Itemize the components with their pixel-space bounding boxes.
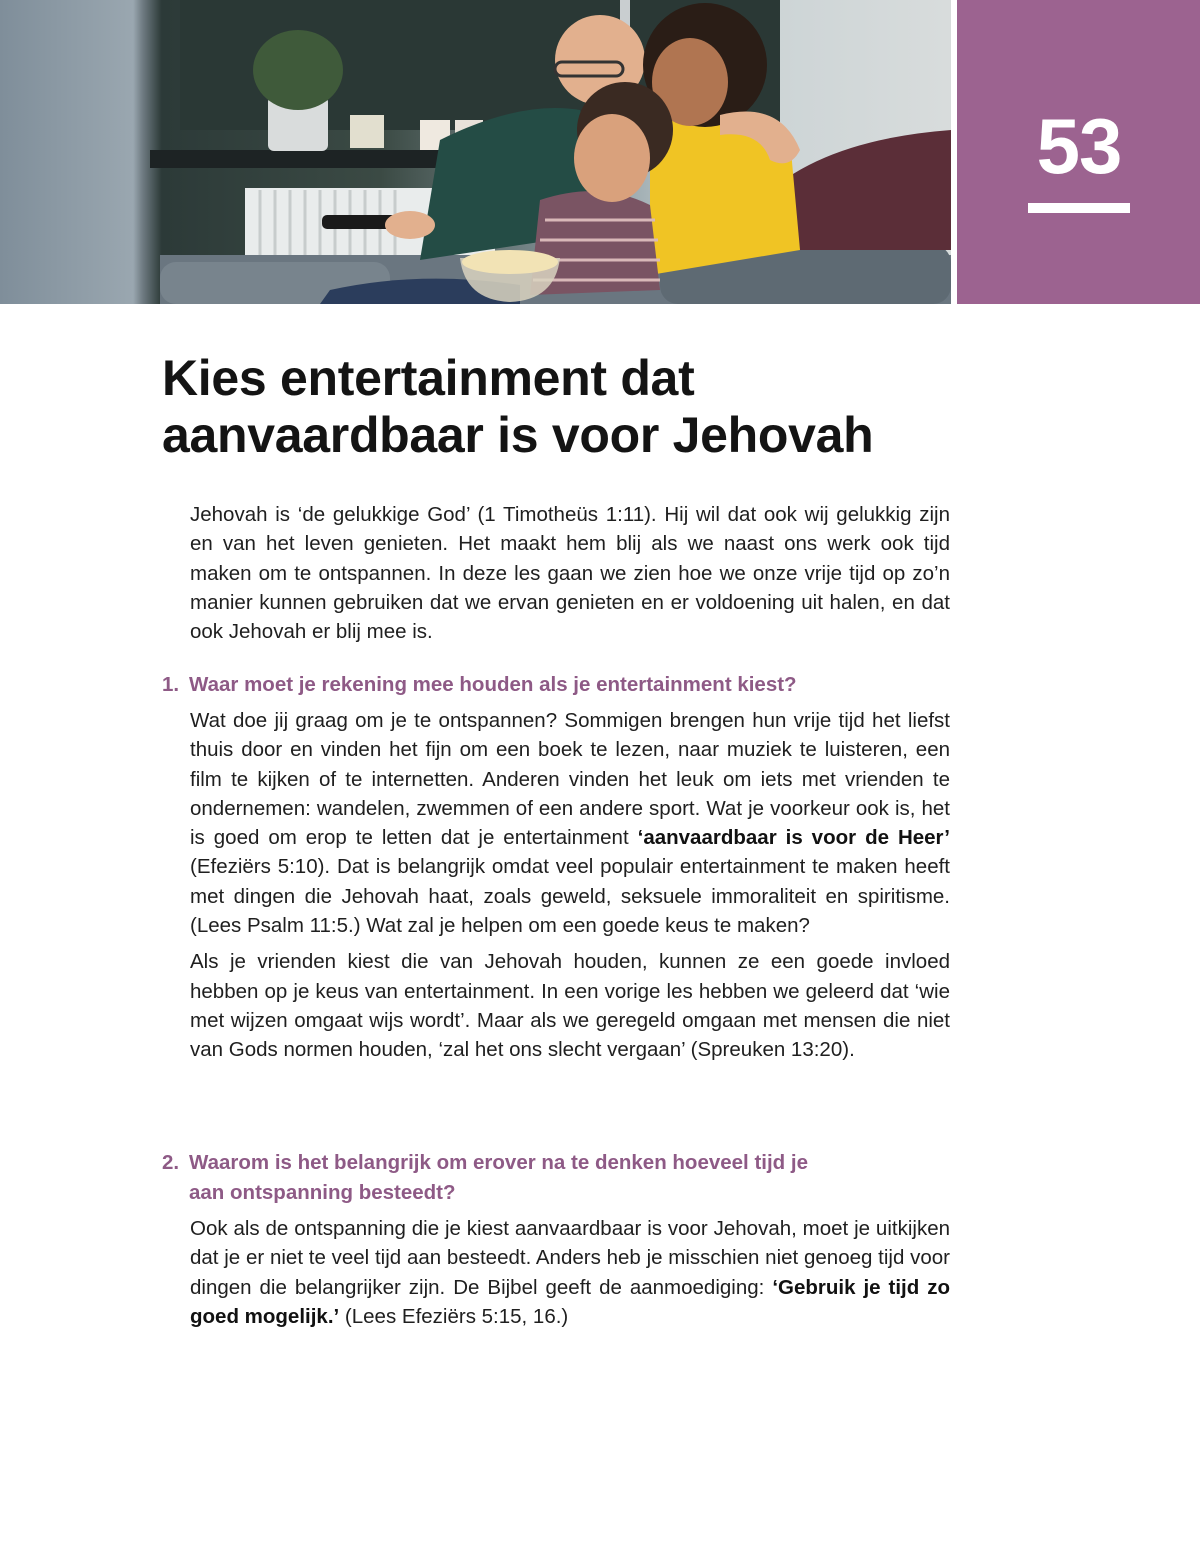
section-2-paragraph-1-text-b: (Lees Efeziërs 5:15, 16.)	[344, 1304, 569, 1328]
page-title	[162, 350, 982, 464]
question-2-text-line-2: aan ontspanning besteedt?	[189, 1180, 456, 1204]
question-2-text-line-1: Waarom is het belangrijk om erover na te denken hoeveel tijd je	[189, 1151, 808, 1174]
question-1-text: Waar moet je rekening mee houden als je entertainment kiest?	[189, 673, 797, 696]
family-watching-tv-photo	[0, 0, 951, 304]
section-1-paragraph-1	[190, 706, 950, 940]
section-1-paragraph-1-quote: ‘aanvaardbaar is voor de Heer’	[637, 826, 950, 850]
intro-paragraph: Jehovah is ‘de gelukkige God’ (1 Timotheüs 1:11). Hij wil dat ook wij gelukkig zijn en van het leven genieten. Het maakt hem blij als we naast ons werk ook tijd maken om te ontspannen. In deze les gaan we zien hoe we onze vrije tijd op zo’n manier kunnen gebruiken dat we ervan genieten en er voldoening uit halen, en dat ook Jehovah er blij mee is.	[190, 503, 950, 644]
section-1-paragraph-2: Als je vrienden kiest die van Jehovah houden, kunnen ze een goede invloed hebben op je keus van entertainment. In een vorige les hebben we geleerd dat ‘wie met wijzen omgaat wijs wordt’. Maar als we geregeld omgaan met mensen die niet van Gods normen houden, ‘zal het ons slecht vergaan’ (Spreuken 13:20).	[190, 950, 950, 1062]
question-2	[162, 1148, 952, 1207]
question-1	[162, 670, 952, 700]
section-1-body	[190, 706, 950, 1065]
question-1-number: 1.	[162, 673, 180, 696]
section-1-paragraph-1-text-a: Wat doe jij graag om je te ontspannen? Sommigen brengen hun vrije tijd het liefst thuis door en vinden het fijn om een boek te lezen, naar muziek te luisteren, een film te kijken of te internetten. Anderen vinden het leuk om iets met vrienden te ondernemen: wandelen, zwemmen of een andere sport. Wat je voorkeur ook is, het is goed om erop te letten dat je entertainment	[190, 709, 950, 850]
intro-paragraph-block	[190, 500, 950, 646]
section-2-paragraph-1-quote: ‘Gebruik je tijd zo goed mogelijk.’	[190, 1275, 951, 1328]
section-2-paragraph-1	[190, 1214, 950, 1331]
page-title-line-2: aanvaardbaar is voor Jehovah	[162, 407, 874, 463]
lesson-number-underline	[1028, 203, 1130, 213]
photo-illustration	[0, 0, 951, 304]
question-2-number: 2.	[162, 1151, 180, 1174]
section-2-body	[190, 1214, 950, 1331]
section-1-paragraph-1-text-b: (Efeziërs 5:10). Dat is belangrijk omdat veel populair entertainment te maken heeft met dingen die Jehovah haat, zoals geweld, seksuele immoraliteit en spiritisme. (Lees Psalm 11:5.) Wat zal je helpen om een goede keus te maken?	[190, 855, 950, 938]
lesson-number: 53	[1036, 102, 1122, 190]
page-title-line-1: Kies entertainment dat	[162, 350, 695, 406]
section-2-paragraph-1-text-a: Ook als de ontspanning die je kiest aanvaardbaar is voor Jehovah, moet je uitkijken dat je er niet te veel tijd aan besteedt. Anders heb je misschien niet genoeg tijd voor dingen die belangrijker zijn. De Bijbel geeft de aanmoediging:	[190, 1217, 950, 1299]
